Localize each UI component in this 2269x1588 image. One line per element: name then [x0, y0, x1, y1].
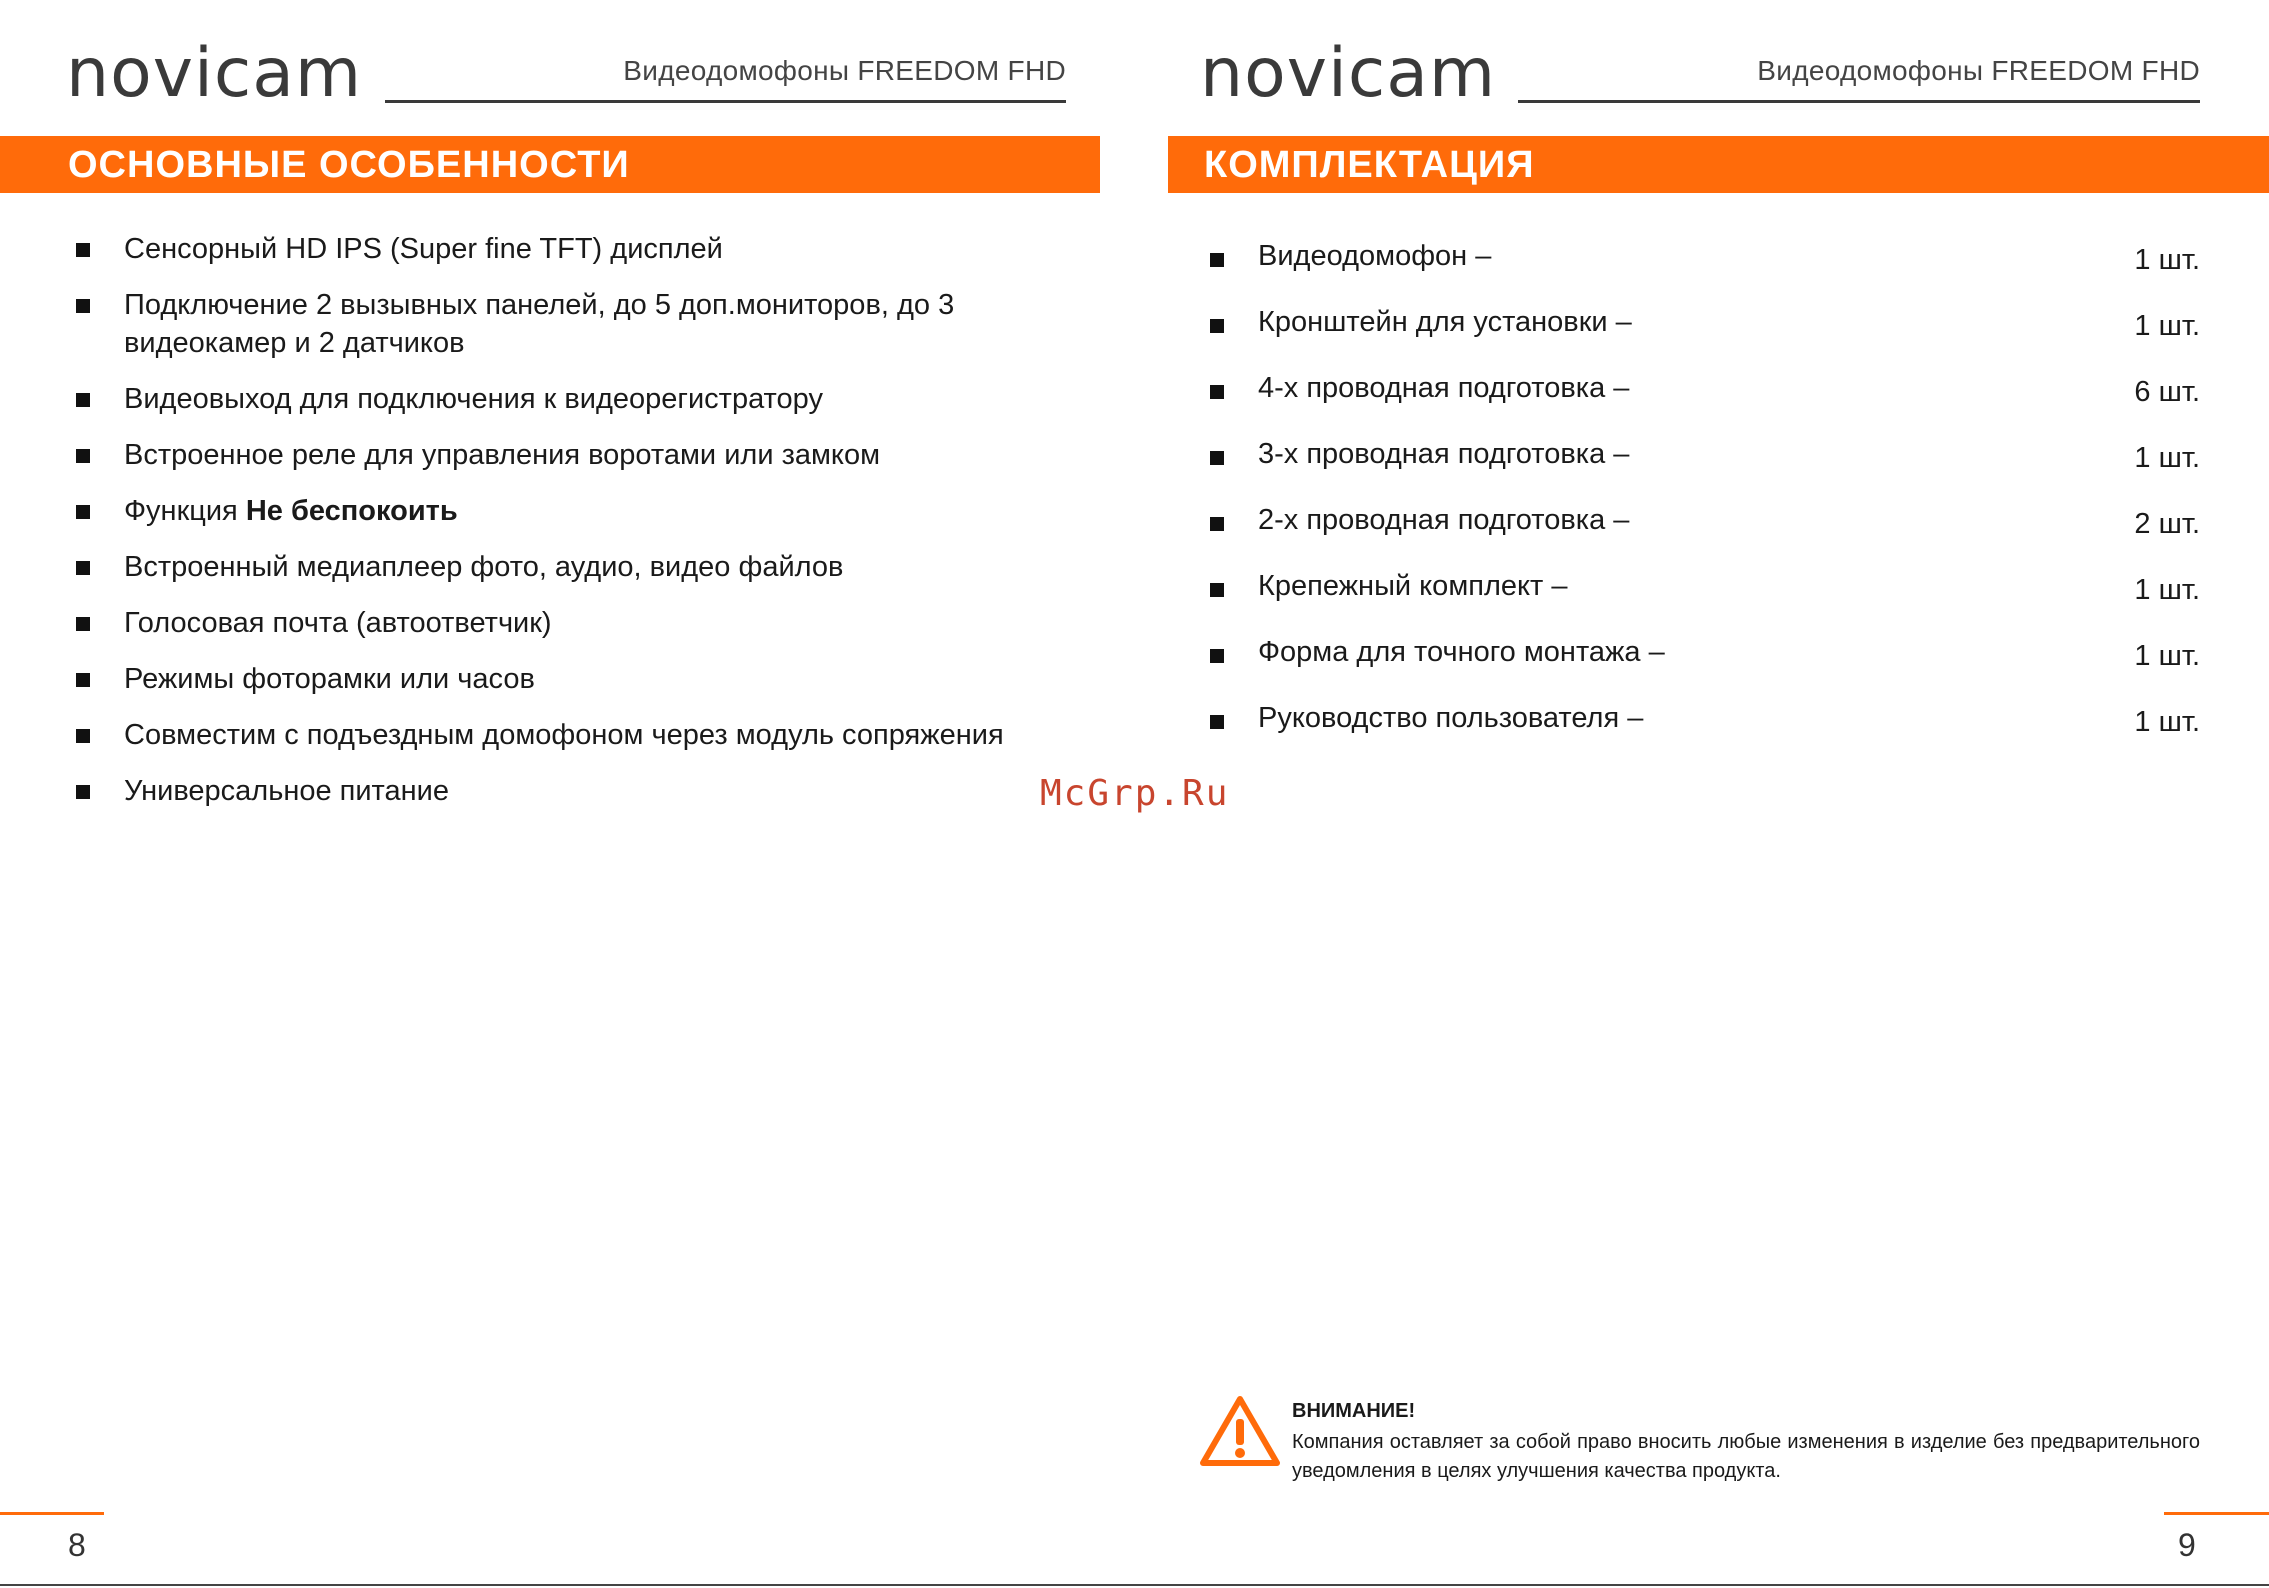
list-item: Сенсорный HD IPS (Super fine TFT) дисплей	[72, 230, 1072, 268]
features-list	[72, 230, 1072, 810]
header-rule	[1518, 100, 2200, 103]
bullet-square-icon	[76, 393, 90, 407]
section-title: ОСНОВНЫЕ ОСОБЕННОСТИ	[68, 144, 630, 186]
header-title: Видеодомофоны FREEDOM FHD	[623, 55, 1066, 86]
right-page	[1134, 0, 2269, 1588]
warning-heading: ВНИМАНИЕ!	[1292, 1400, 1416, 1422]
kit-row	[1206, 372, 2200, 412]
list-item: Функция Не беспокоить	[72, 492, 1072, 530]
bullet-square-icon	[76, 299, 90, 313]
bullet-square-icon	[1210, 319, 1224, 333]
watermark: McGrp.Ru	[1040, 773, 1230, 814]
list-item: Видеовыход для подключения к видеорегистратору	[72, 380, 1072, 418]
kit-item-qty: 2 шт.	[2134, 508, 2200, 540]
warning-icon	[1200, 1395, 1280, 1467]
kit-row	[1206, 636, 2200, 676]
list-item: Совместим с подъездным домофоном через модуль сопряжения	[72, 716, 1072, 754]
page-number-rule	[0, 1512, 104, 1515]
bullet-square-icon	[1210, 517, 1224, 531]
bullet-square-icon	[76, 785, 90, 799]
bullet-square-icon	[76, 505, 90, 519]
bullet-square-icon	[76, 617, 90, 631]
kit-row	[1206, 570, 2200, 610]
bullet-square-icon	[1210, 715, 1224, 729]
bullet-square-icon	[76, 243, 90, 257]
header-rule	[385, 100, 1066, 103]
kit-row	[1206, 702, 2200, 742]
list-item: Универсальное питание	[72, 772, 1072, 810]
header-title: Видеодомофоны FREEDOM FHD	[1757, 55, 2200, 86]
kit-item-qty: 6 шт.	[2134, 376, 2200, 408]
kit-item-qty: 1 шт.	[2134, 706, 2200, 738]
kit-item-name: 3-х проводная подготовка –	[1258, 438, 1630, 470]
bullet-square-icon	[1210, 253, 1224, 267]
left-page	[0, 0, 1134, 1588]
novicam-logo: novicam	[66, 34, 363, 113]
bullet-square-icon	[76, 561, 90, 575]
bullet-square-icon	[1210, 385, 1224, 399]
kit-item-name: 2-х проводная подготовка –	[1258, 504, 1630, 536]
bottom-rule	[0, 1584, 2269, 1586]
bullet-square-icon	[1210, 649, 1224, 663]
section-title: КОМПЛЕКТАЦИЯ	[1204, 144, 1535, 186]
kit-row	[1206, 504, 2200, 544]
kit-item-qty: 1 шт.	[2134, 244, 2200, 276]
list-item: Голосовая почта (автоответчик)	[72, 604, 1072, 642]
bullet-square-icon	[1210, 583, 1224, 597]
page-number-rule	[2164, 1512, 2269, 1515]
kit-item-qty: 1 шт.	[2134, 442, 2200, 474]
kit-item-name: Крепежный комплект –	[1258, 570, 1568, 602]
bullet-square-icon	[76, 729, 90, 743]
page-number: 9	[2178, 1527, 2196, 1563]
bullet-square-icon	[1210, 451, 1224, 465]
kit-item-name: Форма для точного монтажа –	[1258, 636, 1665, 668]
list-item: Встроенное реле для управления воротами или замком	[72, 436, 1072, 474]
section-header-kit	[1168, 136, 2269, 193]
kit-item-name: Кронштейн для установки –	[1258, 306, 1632, 338]
kit-item-qty: 1 шт.	[2134, 310, 2200, 342]
list-item: Режимы фоторамки или часов	[72, 660, 1072, 698]
kit-row	[1206, 240, 2200, 280]
kit-item-qty: 1 шт.	[2134, 640, 2200, 672]
kit-row	[1206, 306, 2200, 346]
novicam-logo: novicam	[1200, 34, 1497, 113]
kit-list	[1206, 240, 2200, 760]
page-number: 8	[68, 1527, 86, 1563]
kit-item-name: Руководство пользователя –	[1258, 702, 1644, 734]
bullet-square-icon	[76, 673, 90, 687]
warning-text: Компания оставляет за собой право вносить любые изменения в изделие без предварительного уведомления в целях улучшения качества продукта.	[1292, 1431, 2200, 1482]
list-item: Встроенный медиаплеер фото, аудио, видео файлов	[72, 548, 1072, 586]
kit-row	[1206, 438, 2200, 478]
bullet-square-icon	[76, 449, 90, 463]
kit-item-qty: 1 шт.	[2134, 574, 2200, 606]
kit-item-name: 4-х проводная подготовка –	[1258, 372, 1630, 404]
section-header-features	[0, 136, 1100, 193]
list-item: Подключение 2 вызывных панелей, до 5 доп.мониторов, до 3 видеокамер и 2 датчиков	[72, 286, 1072, 362]
kit-item-name: Видеодомофон –	[1258, 240, 1492, 272]
